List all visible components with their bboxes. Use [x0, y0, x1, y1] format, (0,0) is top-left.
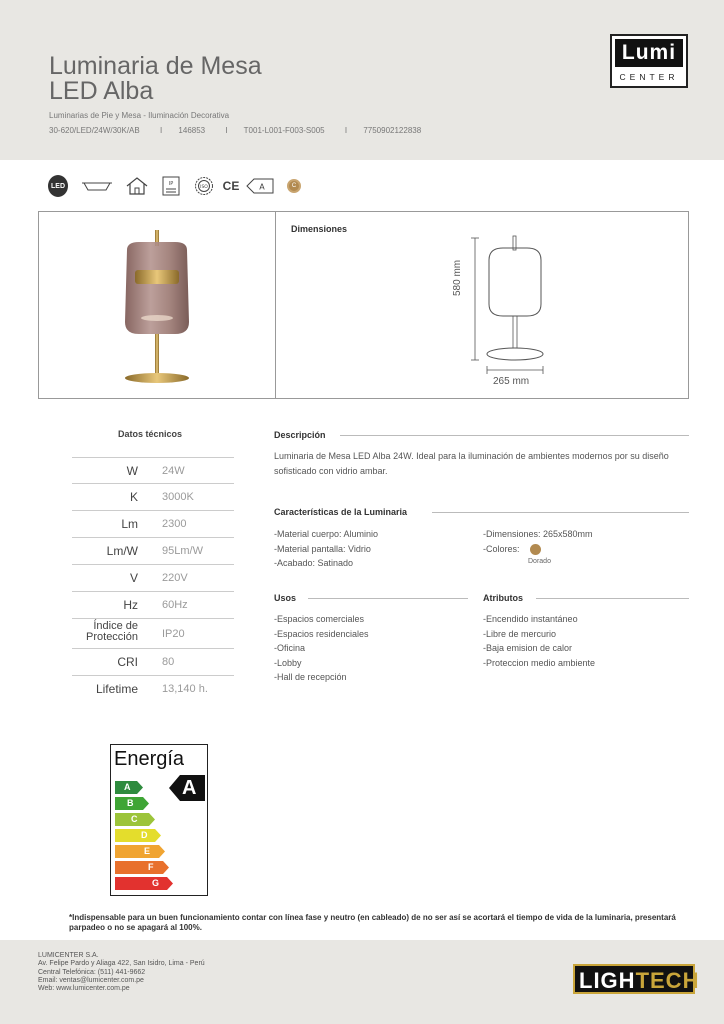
spec-value: 3000K [162, 491, 194, 503]
lightech-logo-text [579, 968, 699, 994]
spec-row [72, 565, 234, 592]
spec-key: CRI [117, 655, 138, 669]
product-ref: T001-L001-F003-S005 [243, 126, 325, 135]
product-codes [49, 126, 425, 135]
spec-table [72, 457, 234, 703]
spec-row [72, 649, 234, 676]
product-sku: 146853 [178, 126, 206, 135]
descripcion-title: Descripción [274, 430, 326, 440]
separator: I [344, 126, 348, 135]
caracteristicas-right [483, 527, 593, 556]
quality-seal-icon [194, 175, 214, 197]
list-item: -Hall de recepción [274, 672, 347, 682]
energy-class-label: G [152, 878, 160, 888]
spec-value: 60Hz [162, 599, 188, 611]
spec-row [72, 676, 234, 703]
company-web: Web: www.lumicenter.com.pe [38, 985, 130, 993]
list-item: -Material pantalla: Vidrio [274, 543, 371, 554]
energy-rating: A [182, 777, 197, 799]
list-item: -Proteccion medio ambiente [483, 657, 596, 668]
atributos-title: Atributos [483, 593, 523, 603]
frame-divider [275, 212, 276, 398]
svg-text:ISO: ISO [200, 185, 208, 190]
spec-key: W [126, 464, 138, 478]
spec-value: 95Lm/W [162, 545, 203, 557]
energy-class-label: C [131, 814, 138, 824]
energy-rating-badge [169, 775, 205, 801]
color-name: Dorado [528, 558, 551, 565]
list-item [483, 542, 593, 557]
logo-part-2: TECH [635, 968, 700, 993]
energy-class-label: E [144, 846, 151, 856]
spec-row [72, 538, 234, 565]
ce-icon: CE [222, 179, 240, 193]
color-icon [286, 175, 302, 197]
lightech-logo [573, 964, 700, 994]
spec-value: IP20 [162, 628, 185, 640]
product-barcode: 7750902122838 [363, 126, 422, 135]
list-item: -Lobby [274, 657, 302, 668]
separator: I [225, 126, 228, 135]
list-item: -Acabado: Satinado [274, 558, 354, 568]
atributos-list [483, 612, 595, 670]
list-item: -Encendido instantáneo [483, 614, 578, 624]
separator: I [159, 126, 163, 135]
spec-key: Lm/W [106, 544, 138, 558]
lumicenter-logo [610, 34, 688, 88]
spec-row [72, 457, 234, 484]
spec-row [72, 511, 234, 538]
spec-value: 80 [162, 656, 175, 668]
colores-label: -Colores: [483, 543, 520, 554]
spec-key: V [129, 571, 138, 585]
svg-text:A: A [259, 182, 265, 192]
company-phone: Central Telefónica: (511) 441-9662 [38, 968, 146, 976]
energy-class-label: B [127, 798, 134, 808]
caracteristicas-left [274, 527, 378, 571]
usos-title: Usos [274, 593, 297, 603]
list-item: -Material cuerpo: Aluminio [274, 529, 379, 539]
list-item: -Espacios comerciales [274, 614, 365, 624]
spec-key-line: Índice de [93, 620, 138, 632]
spec-row [72, 484, 234, 511]
indoor-icon [124, 175, 150, 197]
energy-class-g [115, 877, 173, 895]
section-rule [432, 512, 689, 513]
list-item: -Libre de mercurio [483, 628, 557, 639]
datos-tecnicos-title: Datos técnicos [118, 429, 183, 439]
spec-key: Lm [121, 517, 138, 531]
recessed-icon [82, 175, 112, 197]
energy-class-label: F [148, 862, 154, 872]
title-line-2: LED Alba [49, 77, 154, 105]
spec-key: Hz [123, 598, 138, 612]
subtitle: Luminarias de Pie y Mesa - Iluminación Decorativa [49, 111, 230, 120]
installation-note: *Indispensable para un buen funcionamiento contar con línea fase y neutro (en cableado) de no ser así se acortará el tiempo de vida de la luminaria, presentará parpadeo o no se apagará al 100%. [69, 913, 676, 932]
dimension-width: 265 mm [493, 376, 530, 387]
spec-value: 220V [162, 572, 188, 584]
dimension-height: 580 mm [452, 259, 463, 296]
section-rule [308, 598, 468, 599]
title-line-1: Luminaria de Mesa [49, 52, 262, 80]
spec-key: K [129, 490, 138, 504]
spec-row [72, 592, 234, 619]
rating-icon [162, 175, 180, 197]
spec-key-line: Protección [86, 631, 138, 643]
header-band [0, 0, 724, 160]
footer-contact [38, 952, 205, 993]
list-item: -Espacios residenciales [274, 628, 369, 639]
spec-key: Lifetime [95, 682, 138, 696]
product-frame [38, 211, 689, 399]
page-title [49, 54, 262, 104]
caracteristicas-title: Características de la Luminaria [274, 507, 408, 517]
list-item: -Oficina [274, 643, 306, 653]
usos-list [274, 612, 369, 685]
energy-class-label: D [141, 830, 148, 840]
logo-bottom-text: CENTER [619, 72, 679, 82]
color-swatch: C [287, 179, 301, 193]
energy-class-label: A [124, 782, 131, 792]
color-swatch [530, 544, 541, 555]
dimension-drawing [469, 230, 589, 380]
energy-title: Energía [114, 748, 185, 770]
energy-label [110, 744, 208, 896]
product-code: 30-620/LED/24W/30K/AB [49, 126, 140, 135]
descripcion-text: Luminaria de Mesa LED Alba 24W. Ideal para la iluminación de ambientes modernos por su diseño sofisticado con vidrio ambar. [274, 451, 669, 476]
svg-text:IP: IP [168, 181, 174, 187]
energy-class-icon [246, 175, 274, 197]
spec-value: 24W [162, 465, 185, 477]
spec-row [72, 619, 234, 649]
section-rule [340, 435, 689, 436]
list-item: -Dimensiones: 265x580mm [483, 529, 593, 539]
company-email: Email: ventas@lumicenter.com.pe [38, 976, 144, 984]
led-icon: LED [48, 175, 68, 197]
list-item: -Baja emision de calor [483, 643, 573, 653]
spec-value: 13,140 h. [162, 683, 208, 695]
company-name: LUMICENTER S.A. [38, 952, 99, 959]
section-rule [536, 598, 689, 599]
spec-key [72, 621, 138, 643]
logo-top-text: Lumi [615, 39, 683, 67]
company-address: Av. Felipe Pardo y Aliaga 422, San Isidro, Lima - Perú [38, 960, 205, 968]
dimensions-label: Dimensiones [291, 224, 348, 234]
logo-part-1: LIGH [579, 968, 636, 993]
certification-icons [48, 175, 318, 197]
product-photo [109, 222, 205, 388]
spec-value: 2300 [162, 518, 187, 530]
